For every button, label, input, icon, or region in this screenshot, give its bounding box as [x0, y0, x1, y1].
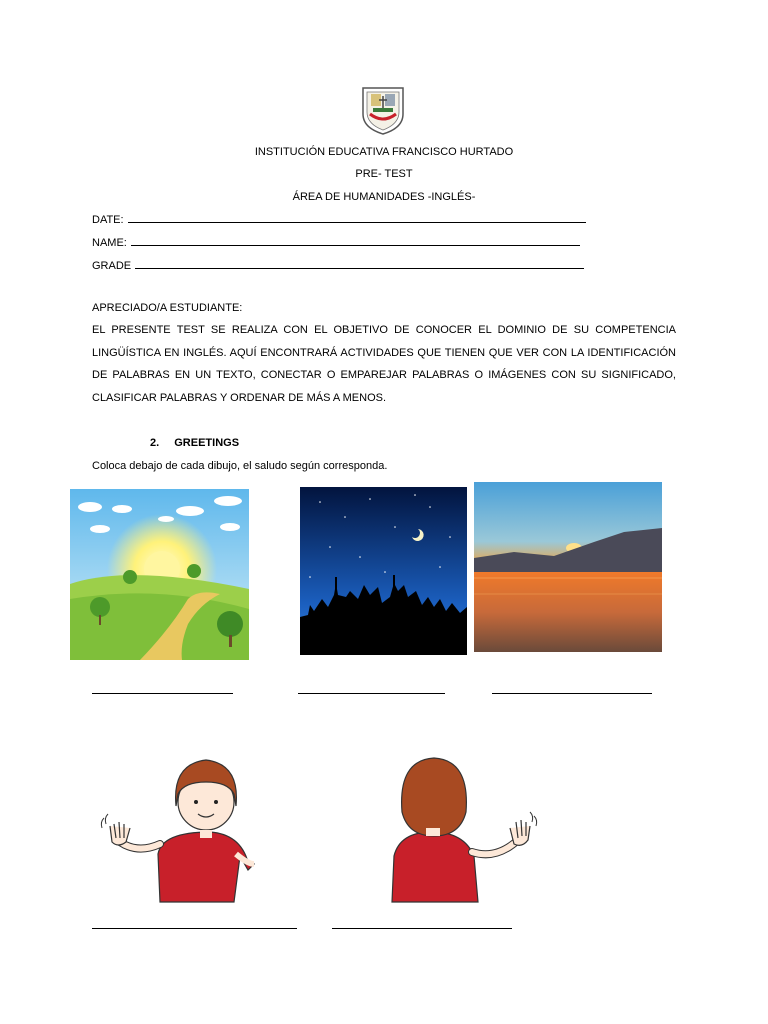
name-blank[interactable] [131, 235, 580, 246]
sunset-lake-image [474, 482, 662, 652]
answer-line-night[interactable] [298, 692, 445, 694]
answer-line-morning[interactable] [92, 692, 233, 694]
intro-greeting: APRECIADO/A ESTUDIANTE: [92, 302, 243, 314]
section-number: 2. [150, 437, 160, 449]
grade-blank[interactable] [135, 258, 584, 269]
night-city-skyline-image [300, 487, 467, 655]
date-blank[interactable] [128, 212, 586, 223]
answer-line-goodbye[interactable] [332, 927, 512, 929]
grade-label: GRADE [92, 260, 132, 272]
school-crest [359, 84, 407, 136]
child-waving-back-image [380, 752, 540, 904]
sunrise-landscape-image [70, 489, 249, 660]
name-field[interactable] [92, 235, 580, 249]
date-label: DATE: [92, 214, 124, 226]
name-label: NAME: [92, 237, 127, 249]
answer-line-evening[interactable] [492, 692, 652, 694]
institution-name: INSTITUCIÓN EDUCATIVA FRANCISCO HURTADO [254, 146, 514, 158]
intro-body: EL PRESENTE TEST SE REALIZA CON EL OBJETIVO DE CONOCER EL DOMINIO DE SU COMPETENCIA LINGÜÍSTICA EN INGLÉS. AQUÍ ENCONTRARÁ ACTIVIDADES QUE TIENEN QUE VER CON LA IDENTIFICACIÓN DE PALABRAS EN UN TEXTO, CONECTAR O EMPAREJAR PALABRAS O IMÁGENES CON SU SIGNIFICADO, CLASIFICAR PALABRAS Y ORDENAR DE MÁS A MENOS. [92, 324, 676, 404]
area-title: ÁREA DE HUMANIDADES -INGLÉS- [292, 191, 476, 203]
section-instruction: Coloca debajo de cada dibujo, el saludo según corresponda. [92, 460, 388, 472]
date-field[interactable] [92, 212, 586, 226]
test-name: PRE- TEST [355, 168, 413, 180]
section-title: GREETINGS [174, 437, 240, 449]
child-waving-front-image [98, 752, 258, 904]
section-heading [150, 437, 239, 449]
answer-line-hello[interactable] [92, 927, 297, 929]
grade-field[interactable] [92, 258, 584, 272]
